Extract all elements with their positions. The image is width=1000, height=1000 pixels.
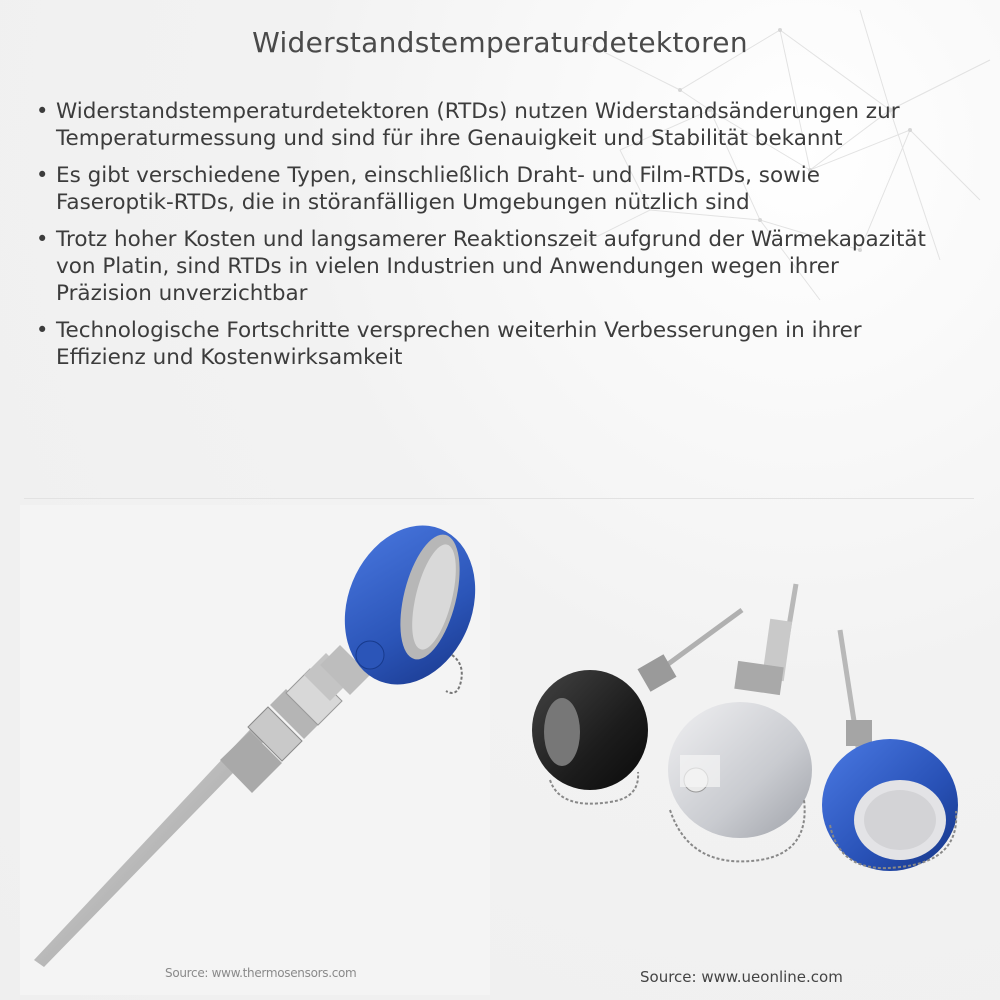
- bullet-item: [34, 162, 934, 216]
- bullet-dot: •: [36, 163, 49, 187]
- bullet-text: Es gibt verschiedene Typen, einschließlich Draht- und Film-RTDs, sowie Faseroptik-RTDs, die in störanfälligen Umgebungen nützlich sind: [56, 163, 820, 215]
- image-source-right: Source: www.ueonline.com: [640, 968, 843, 986]
- section-divider: [24, 498, 974, 499]
- bullet-dot: •: [36, 227, 49, 251]
- bullet-item: [34, 226, 934, 307]
- bullet-text: Technologische Fortschritte versprechen weiterhin Verbesserungen in ihrer Effizienz und Kostenwirksamkeit: [56, 318, 862, 370]
- rtd-probe-image: [20, 505, 490, 995]
- bullet-text: Widerstandstemperaturdetektoren (RTDs) nutzen Widerstandsänderungen zur Temperaturmessung und sind für ihre Genauigkeit und Stabilität bekannt: [56, 99, 900, 151]
- bullet-text: Trotz hoher Kosten und langsamerer Reaktionszeit aufgrund der Wärmekapazität von Platin, sind RTDs in vielen Industrien und Anwendungen wegen ihrer Präzision unverzichtbar: [56, 227, 926, 306]
- bullet-list: [34, 98, 934, 381]
- page-title: Widerstandstemperaturdetektoren: [252, 26, 748, 59]
- bullet-dot: •: [36, 99, 49, 123]
- bullet-item: [34, 317, 934, 371]
- bullet-dot: •: [36, 318, 49, 342]
- image-source-left: Source: www.thermosensors.com: [165, 966, 357, 980]
- bullet-item: [34, 98, 934, 152]
- rtd-heads-image: [510, 560, 990, 970]
